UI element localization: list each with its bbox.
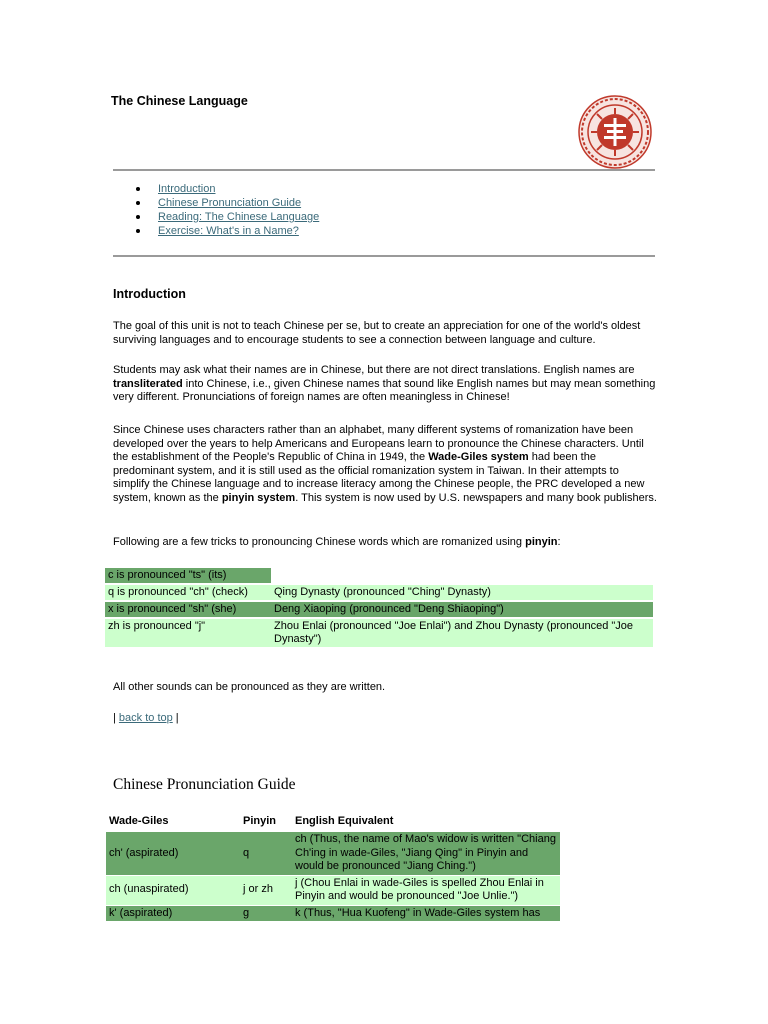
intro-paragraph-4 — [113, 536, 658, 550]
toc-link-introduction[interactable]: Introduction — [158, 183, 216, 195]
text-run: Following are a few tricks to pronouncing Chinese words which are romanized using — [113, 536, 526, 548]
toc-item-introduction — [158, 182, 319, 196]
table-row — [105, 568, 653, 583]
toc-link-exercise[interactable]: Exercise: What's in a Name? — [158, 225, 299, 237]
bold-term: pinyin system — [221, 491, 296, 504]
table-row — [106, 906, 560, 922]
text-run: Since Chinese uses characters rather than an alphabet, many different systems of romanization have been developed over the years to help Americans and Europeans learn to pronounce the Chinese characters. Until the establishment of the People's Republic of China in 1949, the — [113, 424, 644, 463]
column-header-english: English Equivalent — [295, 815, 394, 827]
intro-paragraph-3 — [113, 424, 658, 505]
english-cell: ch (Thus, the name of Mao's widow is written "Chiang Ch'ing in wade-Giles, "Jiang Qing" in Pinyin and would be pronounced "Jiang Ching.") — [295, 833, 556, 872]
intro-paragraph-1: The goal of this unit is not to teach Chinese per se, but to create an appreciation for one of the world's oldest surviving languages and to encourage students to see a connection between language and culture. — [113, 320, 641, 346]
intro-paragraph-2 — [113, 364, 658, 405]
example-cell: Deng Xiaoping (pronounced "Deng Shiaoping") — [271, 602, 653, 617]
pronunciation-guide-heading: Chinese Pronunciation Guide — [113, 776, 296, 793]
top-divider — [113, 169, 655, 171]
text-run: Students may ask what their names are in Chinese, but there are not direct translations. English names are — [113, 364, 635, 376]
rule-cell: c is pronounced "ts" (its) — [105, 568, 271, 583]
wade-giles-cell: k' (aspirated) — [109, 906, 173, 919]
separator: | — [113, 712, 119, 724]
text-run: into Chinese, i.e., given Chinese names that sound like English names but may mean something very different. Pronunciations of foreign names are often meaningless in Chinese! — [113, 377, 656, 403]
intro-paragraph-5: All other sounds can be pronounced as they are written. — [113, 681, 386, 693]
text-run: had been the predominant system, and it is still used as the official romanization system in Taiwan. In their attempts to simplify the Chinese language and to increase literacy among the Chinese people, the PRC developed a new system, known as the — [113, 451, 645, 504]
table-of-contents — [158, 182, 319, 238]
table-row — [106, 876, 560, 905]
bold-term: pinyin — [525, 536, 558, 548]
table-row — [105, 602, 653, 617]
table-row — [105, 585, 653, 600]
bottom-divider — [113, 255, 655, 257]
separator: | — [172, 712, 179, 724]
table-row — [106, 832, 560, 875]
wade-giles-cell: ch' (aspirated) — [109, 846, 179, 859]
bold-term: transliterated — [113, 377, 183, 390]
rule-cell: x is pronounced "sh" (she) — [105, 602, 271, 617]
toc-link-reading[interactable]: Reading: The Chinese Language — [158, 211, 320, 223]
wade-giles-cell: ch (unaspirated) — [109, 883, 189, 896]
table-header-row — [106, 813, 560, 831]
rule-cell: q is pronounced "ch" (check) — [105, 585, 271, 600]
example-cell — [271, 568, 653, 583]
bold-term: Wade-Giles system — [428, 451, 529, 463]
english-cell: k (Thus, "Hua Kuofeng" in Wade-Giles system has — [295, 906, 541, 919]
text-run: . This system is now used by U.S. newspapers and many book publishers. — [295, 491, 657, 504]
toc-link-pronunciation-guide[interactable]: Chinese Pronunciation Guide — [158, 197, 302, 209]
example-cell: Qing Dynasty (pronounced "Ching" Dynasty) — [271, 585, 653, 600]
chinese-longevity-seal-icon — [577, 94, 653, 170]
pinyin-cell: g — [243, 906, 250, 919]
toc-item-reading — [158, 210, 319, 224]
text-run: : — [557, 536, 561, 548]
pinyin-cell: q — [243, 846, 250, 859]
pinyin-cell: j or zh — [243, 883, 273, 896]
column-header-wade-giles: Wade-Giles — [109, 815, 169, 827]
example-cell: Zhou Enlai (pronounced "Joe Enlai") and Zhou Dynasty (pronounced "Joe Dynasty") — [271, 619, 653, 647]
page-title: The Chinese Language — [111, 94, 248, 108]
pronunciation-guide-table — [106, 812, 560, 922]
back-to-top-line — [113, 712, 658, 726]
introduction-heading: Introduction — [113, 287, 186, 301]
pinyin-tricks-table — [105, 566, 653, 649]
english-cell: j (Chou Enlai in wade-Giles is spelled Zhou Enlai in Pinyin and would be pronounced "Joe Unlie.") — [295, 876, 544, 902]
back-to-top-link[interactable]: back to top — [118, 712, 173, 724]
column-header-pinyin: Pinyin — [243, 815, 277, 827]
table-row — [105, 619, 653, 647]
toc-item-pronunciation-guide — [158, 196, 319, 210]
toc-item-exercise — [158, 224, 319, 238]
rule-cell: zh is pronounced "j" — [105, 619, 271, 647]
